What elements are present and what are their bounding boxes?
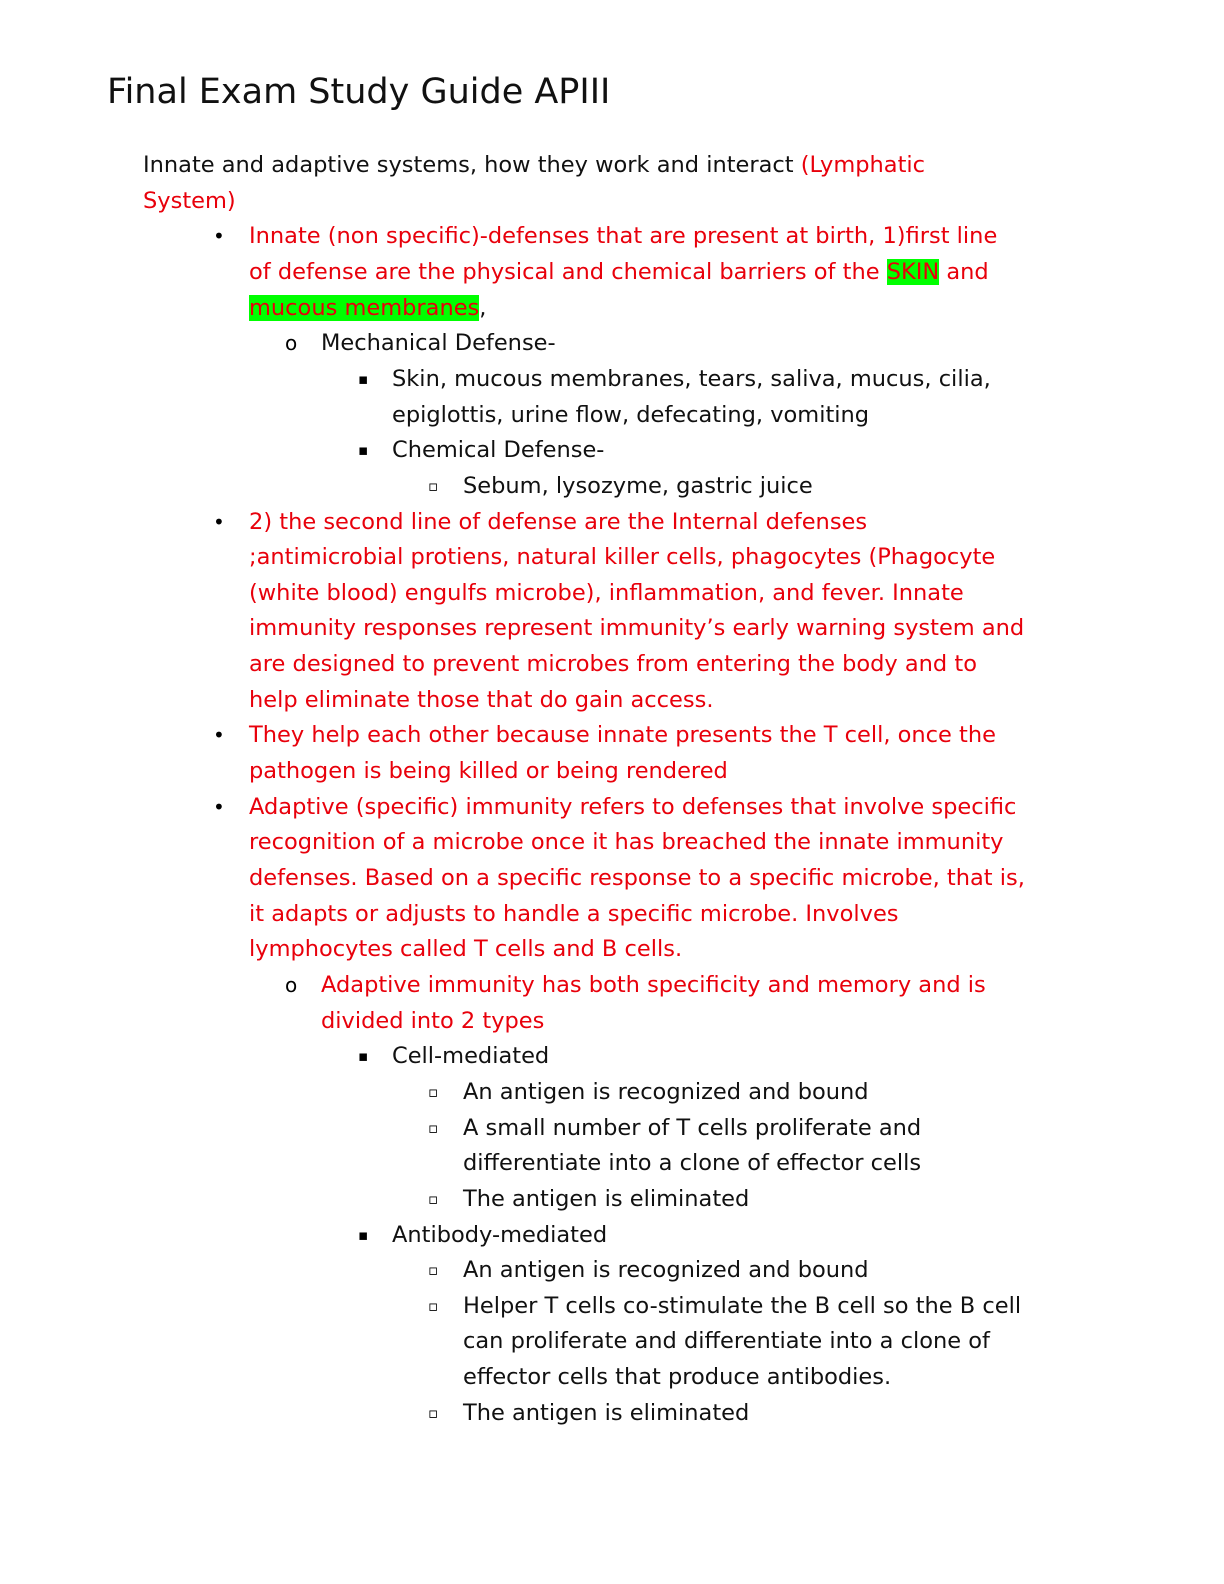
text-line [392, 1038, 549, 1074]
text-line [392, 397, 869, 433]
text-segment: are designed to prevent microbes from entering the body and to [249, 651, 977, 678]
text-line [249, 218, 997, 254]
bullet-marker-icon: ▪ [358, 1225, 369, 1244]
text-segment: Skin, mucous membranes, tears, saliva, mucus, cilia, [392, 365, 991, 392]
bullet-marker-icon: o [285, 331, 298, 356]
text-segment: An antigen is recognized and bound [463, 1257, 869, 1284]
text-line [463, 1395, 749, 1431]
text-line [463, 1252, 869, 1288]
text-line [249, 860, 1025, 896]
text-segment: System) [143, 187, 236, 214]
bullet-marker-icon: • [213, 509, 225, 534]
text-line [321, 1003, 544, 1039]
text-line [463, 468, 813, 504]
text-line [249, 575, 964, 611]
text-line [143, 183, 236, 219]
text-line [321, 325, 556, 361]
bullet-marker-icon: ▫ [428, 1118, 439, 1137]
text-line [392, 361, 991, 397]
text-segment: Antibody-mediated [392, 1221, 608, 1248]
text-segment: defenses. Based on a specific response to a specific microbe, that is, [249, 865, 1025, 891]
bullet-marker-icon: • [213, 794, 225, 819]
highlighted-text: SKIN [886, 258, 940, 285]
bullet-marker-icon: ▫ [428, 1189, 439, 1208]
text-segment: (Lymphatic [800, 152, 926, 178]
text-segment: can proliferate and differentiate into a clone of [463, 1328, 990, 1355]
text-line [249, 789, 1016, 825]
text-line [249, 682, 713, 718]
text-line [249, 254, 989, 290]
text-line [249, 824, 1003, 860]
text-segment: it adapts or adjusts to handle a specific microbe. Involves [249, 900, 899, 927]
text-line [463, 1323, 990, 1359]
text-line [249, 290, 486, 326]
text-segment: Adaptive (specific) immunity refers to defenses that involve specific [249, 793, 1017, 820]
text-line [249, 504, 867, 540]
text-segment: Cell-mediated [392, 1043, 550, 1070]
text-segment: and [939, 258, 989, 285]
text-segment: epiglottis, urine flow, defecating, vomiting [392, 401, 870, 428]
bullet-marker-icon: ▫ [428, 1296, 439, 1315]
text-line [249, 610, 1024, 646]
text-segment: Adaptive immunity has both specificity and memory and is [321, 971, 986, 998]
text-segment: Innate and adaptive systems, how they work and interact [143, 152, 801, 178]
bullet-marker-icon: • [213, 723, 225, 748]
text-segment: of defense are the physical and chemical barriers of the [249, 258, 887, 285]
bullet-marker-icon: ▪ [358, 369, 369, 388]
text-segment: A small number of T cells proliferate and [463, 1114, 922, 1141]
text-line [249, 646, 977, 682]
text-line [249, 753, 728, 789]
text-segment: lymphocytes called T cells and B cells. [249, 936, 683, 963]
text-line [143, 147, 925, 183]
text-line [463, 1359, 891, 1395]
text-segment: immunity responses represent immunity’s early warning system and [249, 615, 1025, 642]
text-segment: recognition of a microbe once it has breached the innate immunity [249, 829, 1004, 856]
text-line [392, 1217, 607, 1253]
text-line [249, 539, 995, 575]
text-line [463, 1181, 749, 1217]
text-segment: An antigen is recognized and bound [463, 1078, 869, 1105]
text-segment: , [479, 294, 487, 321]
text-line [249, 896, 899, 932]
text-segment: Chemical Defense- [392, 437, 605, 464]
text-line [463, 1145, 921, 1181]
text-segment: 2) the second line of defense are the Internal defenses [249, 508, 868, 535]
text-segment: Mechanical Defense- [321, 330, 556, 357]
bullet-marker-icon: ▫ [428, 1403, 439, 1422]
text-segment: divided into 2 types [321, 1007, 545, 1034]
text-segment: effector cells that produce antibodies. [463, 1364, 892, 1391]
text-line [392, 432, 604, 468]
text-segment: They help each other because innate presents the T cell, once the [249, 722, 996, 749]
text-segment: (white blood) engulfs microbe), inflammation, and fever. Innate [249, 579, 964, 606]
bullet-marker-icon: ▪ [358, 441, 369, 460]
text-segment: help eliminate those that do gain access. [249, 686, 714, 713]
highlighted-text: mucous membranes [249, 294, 480, 321]
text-segment: The antigen is eliminated [463, 1185, 750, 1212]
text-segment: pathogen is being killed or being rendered [249, 758, 728, 785]
bullet-marker-icon: • [213, 224, 225, 249]
text-segment: Sebum, lysozyme, gastric juice [463, 472, 813, 499]
text-line [249, 717, 996, 753]
text-line [463, 1074, 869, 1110]
text-segment: Innate (non specific)-defenses that are present at birth, 1)first line [249, 223, 998, 250]
text-segment: The antigen is eliminated [463, 1399, 750, 1426]
bullet-marker-icon: ▫ [428, 476, 439, 495]
text-line [249, 931, 682, 967]
text-line [321, 967, 986, 1003]
text-segment: Helper T cells co-stimulate the B cell so the B cell [463, 1292, 1022, 1319]
bullet-marker-icon: ▫ [428, 1261, 439, 1280]
text-line [463, 1288, 1021, 1324]
text-segment: ;antimicrobial protiens, natural killer cells, phagocytes (Phagocyte [249, 544, 996, 571]
document-title: Final Exam Study Guide APIII [107, 72, 611, 112]
text-line [463, 1110, 921, 1146]
text-segment: differentiate into a clone of effector cells [463, 1150, 922, 1177]
bullet-marker-icon: ▪ [358, 1047, 369, 1066]
bullet-marker-icon: ▫ [428, 1082, 439, 1101]
bullet-marker-icon: o [285, 972, 298, 997]
